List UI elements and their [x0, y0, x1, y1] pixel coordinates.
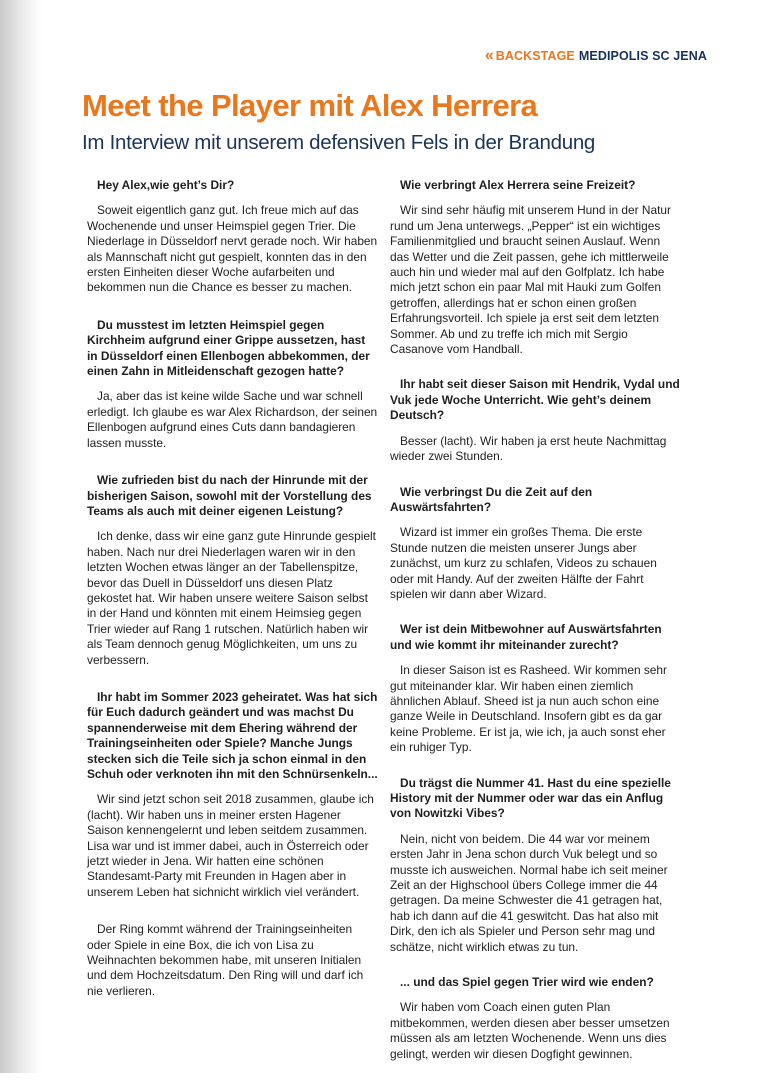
question-3: Wie zufrieden bist du nach der Hinrunde mit der bisherigen Saison, sowohl mit der Vorstellung des Teams als auch mit deiner eigenen Leistung?	[87, 473, 372, 518]
answer-5: Wir sind sehr häufig mit unserem Hund in der Natur rund um Jena unterwegs. „Pepper“ ist ein wichtiges Familienmitglied und braucht seinen Auslauf. Wenn das Wetter und die Zeit passen, gehe ich mittlerweile auch hin und wieder mal auf den Golfplatz. Ich habe mich jetzt schon ein paar Mal mit Hauki zum Golfen getroffen, allerdings hat er schon einen großen Erfahrungsvorteil. Ich spiele ja erst seit dem letzten Sommer. Ab und zu treffe ich mich mit Sergio Casanove vom Handball.	[390, 203, 671, 357]
answer-4-continued: Der Ring kommt während der Trainingseinheiten oder Spiele in eine Box, die ich von Lisa zu Weihnachten bekommen habe, mit unseren Initialen und dem Hochzeitsdatum. Den Ring will und darf ich nie verlieren.	[87, 922, 364, 998]
double-chevron-left-icon: «	[484, 47, 491, 64]
page-spine-shadow	[0, 0, 42, 1073]
answer-1: Soweit eigentlich ganz gut. Ich freue mich auf das Wochenende und unser Heimspiel gegen Trier. Die Niederlage in Düsseldorf nervt gerade noch. Wir haben als Mannschaft nicht gut gespielt, konnten das in den ersten Einheiten dieser Woche aufarbeiten und bekommen nun die Chance es besser zu machen.	[87, 203, 378, 295]
page-header	[485, 49, 707, 63]
question-8: Wer ist dein Mitbewohner auf Auswärtsfahrten und wie kommt ihr miteinander zurecht?	[390, 622, 662, 652]
right-column	[390, 178, 682, 1082]
answer-4: Wir sind jetzt schon seit 2018 zusammen, glaube ich (lacht). Wir haben uns in meiner ersten Hagener Saison kennengelernt und leben seitdem zusammen. Lisa war und ist immer dabei, auch in Österreich oder jetzt wieder in Jena. Wir hatten eine schönen Standesamt-Party mit Freunden in Hagen aber in unserem Leben hat sichnicht wirklich viel verändert.	[87, 792, 374, 899]
answer-2: Ja, aber das ist keine wilde Sache und war schnell erledigt. Ich glaube es war Alex Richardson, der seinen Ellenbogen aufgrund eines Cuts dann bandagieren lassen musste.	[87, 389, 378, 450]
answer-10: Wir haben vom Coach einen guten Plan mitbekommen, werden diesen aber besser umsetzen müssen als am letzten Wochenende. Wenn uns dies gelingt, werden wir diesen Dogfight gewinnen.	[390, 1000, 670, 1061]
left-column	[87, 178, 379, 1019]
question-6: Ihr habt seit dieser Saison mit Hendrik, Vydal und Vuk jede Woche Unterricht. Wie geht’s deinem Deutsch?	[390, 377, 680, 423]
question-9: Du trägst die Nummer 41. Hast du eine spezielle History mit der Nummer oder war das ein Anflug von Nowitzki Vibes?	[390, 775, 671, 821]
article-title: Meet the Player mit Alex Herrera	[82, 88, 538, 123]
header-team: MEDIPOLIS SC JENA	[578, 49, 707, 63]
question-2: Du musstest im letzten Heimspiel gegen Kirchheim aufgrund einer Grippe aussetzen, hast in Düsseldorf einen Ellenbogen abbekommen, der einen Zahn in Mitleidenschaft gezogen hatte?	[87, 317, 370, 379]
answer-6: Besser (lacht). Wir haben ja erst heute Nachmittag wieder zwei Stunden.	[390, 433, 667, 464]
question-5: Wie verbringt Alex Herrera seine Freizeit?	[400, 178, 636, 192]
article-subtitle: Im Interview mit unserem defensiven Fels in der Brandung	[82, 131, 596, 154]
question-4: Ihr habt im Sommer 2023 geheiratet. Was hat sich für Euch dadurch geändert und was machst Du spannenderweise mit dem Ehering während der Trainingseinheiten oder Spiele? Manche Jungs stecken sich die Teile sich ja schon einmal in den Schuh oder verknoten ihn mit den Schnürsenkeln...	[87, 689, 378, 781]
answer-3: Ich denke, dass wir eine ganz gute Hinrunde gespielt haben. Nach nur drei Niederlagen waren wir in den letzten Wochen etwas länger an der Tabellenspitze, bevor das Duell in Düsseldorf uns diesen Platz gekostet hat. Wir haben unsere weitere Saison selbst in der Hand und könnten mit einem Heimsieg gegen Trier wieder auf Rang 1 rutschen. Natürlich haben wir als Team dennoch genug Möglichkeiten, um uns zu verbessern.	[87, 529, 376, 667]
question-10: ... und das Spiel gegen Trier wird wie enden?	[400, 975, 654, 990]
answer-8: In dieser Saison ist es Rasheed. Wir kommen sehr gut miteinander klar. Wir haben einen ziemlich ähnlichen Ablauf. Sheed ist ja nun auch schon eine ganze Weile in Deutschland. Insofern gibt es da gar keine Probleme. Er ist ja, wie ich, ja auch sonst eher ein ruhiger Typ.	[390, 663, 667, 755]
header-section: BACKSTAGE	[495, 49, 575, 63]
question-7: Wie verbringst Du die Zeit auf den Auswärtsfahrten?	[390, 484, 593, 514]
question-1: Hey Alex,wie geht’s Dir?	[97, 178, 235, 192]
answer-7: Wizard ist immer ein großes Thema. Die erste Stunde nutzen die meisten unserer Jungs aber zunächst, um kurz zu schlafen, Videos zu schauen oder mit Handy. Auf der zweiten Hälfte der Fahrt spielen wir dann aber Wizard.	[390, 525, 657, 601]
answer-9: Nein, nicht von beidem. Die 44 war vor meinem ersten Jahr in Jena schon durch Vuk belegt und so musste ich ausweichen. Normal habe ich seit meiner Zeit an der Highschool übers College immer die 44 getragen. Da meine Schwester die 41 getragen hat, hab ich dann auf die 41 geswitcht. Das hat also mit Dirk, den ich als Spieler und Person sehr mag und schätze, nicht wirklich etwas zu tun.	[390, 831, 668, 954]
